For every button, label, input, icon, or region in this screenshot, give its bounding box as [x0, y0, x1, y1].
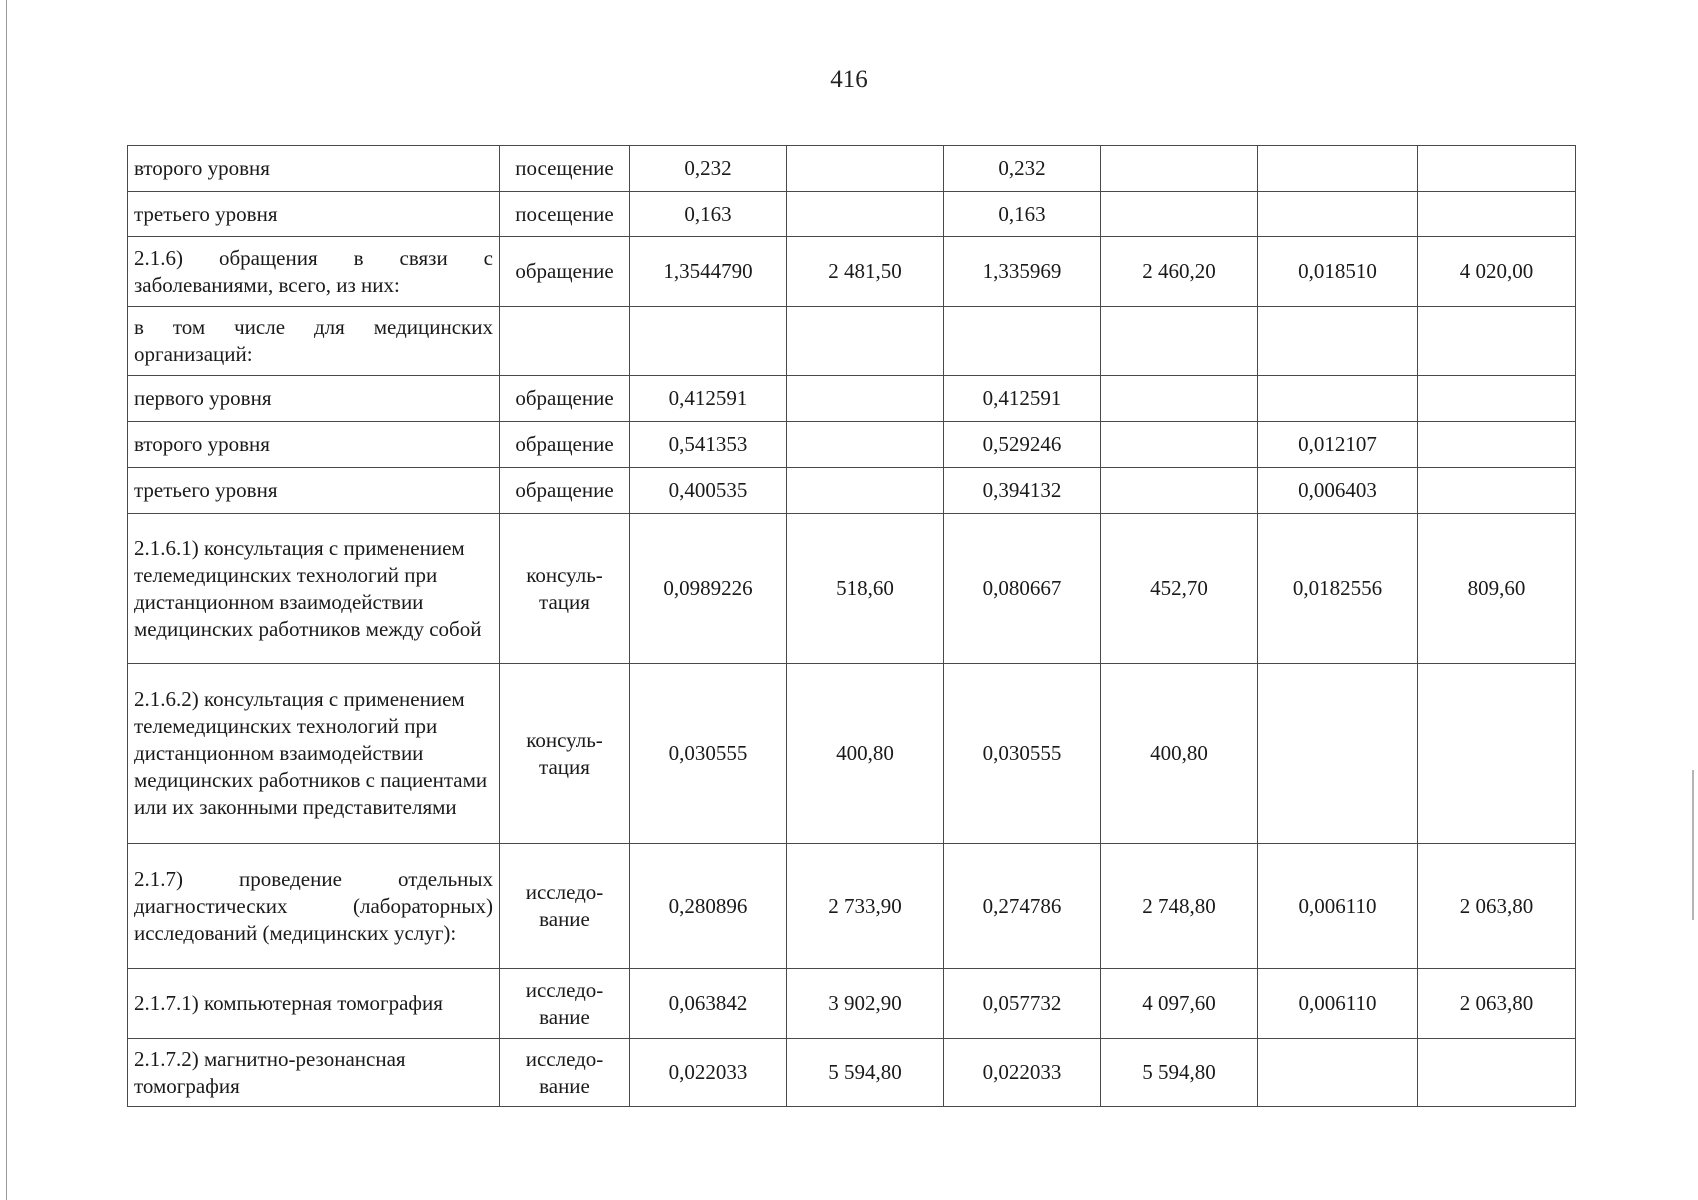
row-value-4 — [1101, 376, 1258, 422]
row-value-3: 0,163 — [944, 192, 1101, 237]
row-unit: обращение — [500, 468, 630, 514]
row-value-3: 1,335969 — [944, 237, 1101, 307]
row-value-1 — [630, 307, 787, 376]
row-name: в том числе для медицинских организаций: — [128, 307, 500, 376]
row-value-1: 0,232 — [630, 146, 787, 192]
table-row — [128, 307, 1576, 376]
row-value-3: 0,274786 — [944, 844, 1101, 969]
row-value-5 — [1258, 192, 1418, 237]
indicators-table — [127, 145, 1576, 1107]
row-value-6 — [1418, 1039, 1576, 1107]
row-value-2 — [787, 307, 944, 376]
row-value-4 — [1101, 192, 1258, 237]
table-row — [128, 844, 1576, 969]
row-name: третьего уровня — [128, 192, 500, 237]
row-value-6 — [1418, 192, 1576, 237]
row-value-6 — [1418, 468, 1576, 514]
row-value-2 — [787, 146, 944, 192]
row-value-1: 0,541353 — [630, 422, 787, 468]
row-value-3: 0,232 — [944, 146, 1101, 192]
row-value-4 — [1101, 307, 1258, 376]
row-value-5 — [1258, 376, 1418, 422]
row-value-5: 0,012107 — [1258, 422, 1418, 468]
row-value-2: 3 902,90 — [787, 969, 944, 1039]
row-value-1: 0,0989226 — [630, 514, 787, 664]
row-value-6: 2 063,80 — [1418, 969, 1576, 1039]
row-value-2: 2 481,50 — [787, 237, 944, 307]
table-row — [128, 1039, 1576, 1107]
row-name: 2.1.6.2) консультация с применением телемедицинских технологий при дистанционном взаимодействии медицинских работников с пациентами или их законными представителями — [128, 664, 500, 844]
row-value-4 — [1101, 146, 1258, 192]
scan-margin-mark — [1692, 770, 1694, 920]
row-unit: обращение — [500, 422, 630, 468]
row-value-6: 4 020,00 — [1418, 237, 1576, 307]
row-value-5: 0,006403 — [1258, 468, 1418, 514]
row-value-1: 0,030555 — [630, 664, 787, 844]
page-number: 416 — [830, 66, 868, 93]
table-row — [128, 468, 1576, 514]
row-value-1: 0,063842 — [630, 969, 787, 1039]
row-value-2 — [787, 376, 944, 422]
row-value-3: 0,394132 — [944, 468, 1101, 514]
row-name: первого уровня — [128, 376, 500, 422]
table-row — [128, 146, 1576, 192]
row-name: третьего уровня — [128, 468, 500, 514]
row-unit: исследо-вание — [500, 969, 630, 1039]
row-value-3: 0,080667 — [944, 514, 1101, 664]
row-value-1: 0,412591 — [630, 376, 787, 422]
row-value-4 — [1101, 422, 1258, 468]
row-value-3: 0,030555 — [944, 664, 1101, 844]
row-name: 2.1.7.1) компьютерная томография — [128, 969, 500, 1039]
row-unit: консуль-тация — [500, 514, 630, 664]
row-value-1: 1,3544790 — [630, 237, 787, 307]
row-value-2: 2 733,90 — [787, 844, 944, 969]
row-value-4: 4 097,60 — [1101, 969, 1258, 1039]
row-value-2: 5 594,80 — [787, 1039, 944, 1107]
row-value-4: 452,70 — [1101, 514, 1258, 664]
row-unit: консуль-тация — [500, 664, 630, 844]
row-value-6 — [1418, 376, 1576, 422]
row-value-5: 0,018510 — [1258, 237, 1418, 307]
row-value-5: 0,006110 — [1258, 844, 1418, 969]
row-name: 2.1.7) проведение отдельных диагностических (лабораторных) исследований (медицинских услуг): — [128, 844, 500, 969]
table-row — [128, 376, 1576, 422]
row-name: второго уровня — [128, 146, 500, 192]
row-value-1: 0,022033 — [630, 1039, 787, 1107]
row-unit: посещение — [500, 192, 630, 237]
row-value-6 — [1418, 664, 1576, 844]
row-name: второго уровня — [128, 422, 500, 468]
row-value-6 — [1418, 146, 1576, 192]
row-value-5: 0,006110 — [1258, 969, 1418, 1039]
row-value-1: 0,280896 — [630, 844, 787, 969]
row-unit: обращение — [500, 376, 630, 422]
table-row — [128, 969, 1576, 1039]
row-value-5 — [1258, 307, 1418, 376]
table-row — [128, 664, 1576, 844]
row-name: 2.1.7.2) магнитно-резонансная томография — [128, 1039, 500, 1107]
row-value-6: 2 063,80 — [1418, 844, 1576, 969]
row-value-2 — [787, 468, 944, 514]
row-value-2 — [787, 422, 944, 468]
row-value-3: 0,057732 — [944, 969, 1101, 1039]
row-value-4: 2 748,80 — [1101, 844, 1258, 969]
row-unit: исследо-вание — [500, 1039, 630, 1107]
row-value-1: 0,163 — [630, 192, 787, 237]
row-value-3 — [944, 307, 1101, 376]
table-row — [128, 422, 1576, 468]
row-value-5: 0,0182556 — [1258, 514, 1418, 664]
row-value-4: 2 460,20 — [1101, 237, 1258, 307]
row-value-2 — [787, 192, 944, 237]
table-row — [128, 237, 1576, 307]
row-unit: посещение — [500, 146, 630, 192]
table-row — [128, 514, 1576, 664]
row-name: 2.1.6.1) консультация с применением телемедицинских технологий при дистанционном взаимодействии медицинских работников между собой — [128, 514, 500, 664]
row-value-5 — [1258, 1039, 1418, 1107]
row-value-5 — [1258, 146, 1418, 192]
row-name: 2.1.6) обращения в связи с заболеваниями, всего, из них: — [128, 237, 500, 307]
row-unit: обращение — [500, 237, 630, 307]
row-value-6 — [1418, 307, 1576, 376]
row-value-4 — [1101, 468, 1258, 514]
row-value-6: 809,60 — [1418, 514, 1576, 664]
row-value-3: 0,412591 — [944, 376, 1101, 422]
row-unit: исследо-вание — [500, 844, 630, 969]
row-unit — [500, 307, 630, 376]
row-value-2: 400,80 — [787, 664, 944, 844]
row-value-4: 400,80 — [1101, 664, 1258, 844]
scan-edge-line — [6, 0, 7, 1200]
row-value-4: 5 594,80 — [1101, 1039, 1258, 1107]
table-row — [128, 192, 1576, 237]
row-value-1: 0,400535 — [630, 468, 787, 514]
row-value-2: 518,60 — [787, 514, 944, 664]
row-value-3: 0,022033 — [944, 1039, 1101, 1107]
row-value-6 — [1418, 422, 1576, 468]
row-value-3: 0,529246 — [944, 422, 1101, 468]
row-value-5 — [1258, 664, 1418, 844]
